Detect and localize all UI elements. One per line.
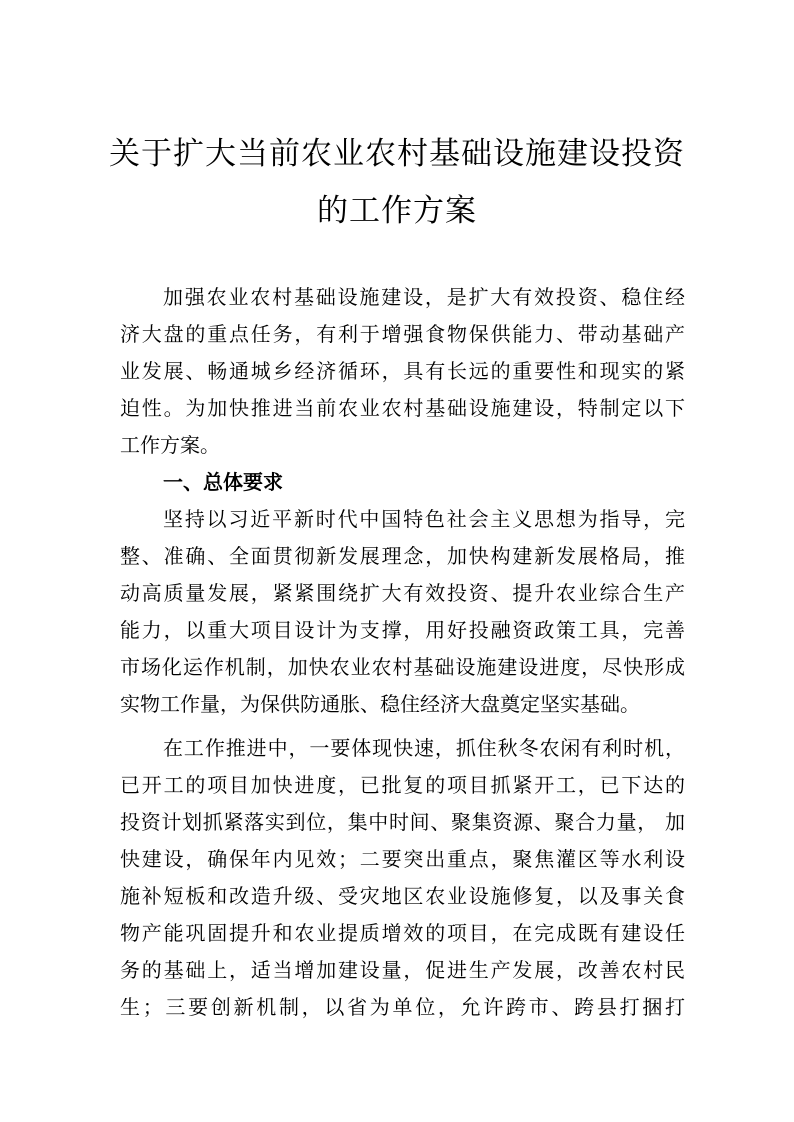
paragraph-2-line-5: 市场化运作机制，加快农业农村基础设施建设进度，尽快形成 — [120, 655, 685, 679]
paragraph-1-line-4: 迫性。为加快推进当前农业农村基础设施建设，特制定以下 — [120, 396, 685, 420]
paragraph-3-line-7: 务的基础上，适当增加建设量，促进生产发展，改善农村民 — [120, 958, 685, 982]
paragraph-3-line-5: 施补短板和改造升级、受灾地区农业设施修复，以及事关食 — [120, 884, 685, 908]
document-title-line-1: 关于扩大当前农业农村基础设施建设投资 — [109, 136, 685, 172]
paragraph-3-line-3: 投资计划抓紧落实到位，集中时间、聚集资源、聚合力量， 加 — [120, 810, 685, 834]
paragraph-2-line-3: 动高质量发展，紧紧围绕扩大有效投资、提升农业综合生产 — [120, 581, 685, 605]
document-title-line-2: 的工作方案 — [317, 193, 477, 229]
paragraph-1-line-2: 济大盘的重点任务，有利于增强食物保供能力、带动基础产 — [120, 322, 685, 346]
paragraph-2-line-2: 整、准确、全面贯彻新发展理念，加快构建新发展格局，推 — [120, 544, 685, 568]
paragraph-3-line-1: 在工作推进中，一要体现快速，抓住秋冬农闲有利时机， — [163, 736, 685, 760]
paragraph-2-line-6: 实物工作量，为保供防通胀、稳住经济大盘奠定坚实基础。 — [120, 692, 640, 716]
paragraph-1-line-5: 工作方案。 — [120, 433, 220, 457]
paragraph-2-line-4: 能力，以重大项目设计为支撑，用好投融资政策工具，完善 — [120, 618, 685, 642]
section-1-heading: 一、总体要求 — [163, 470, 283, 494]
paragraph-1-line-1: 加强农业农村基础设施建设，是扩大有效投资、稳住经 — [163, 285, 685, 309]
paragraph-1-line-3: 业发展、畅通城乡经济循环，具有长远的重要性和现实的紧 — [120, 359, 685, 383]
paragraph-3-line-6: 物产能巩固提升和农业提质增效的项目，在完成既有建设任 — [120, 921, 685, 945]
paragraph-2-line-1: 坚持以习近平新时代中国特色社会主义思想为指导，完 — [163, 507, 685, 531]
paragraph-3-line-4: 快建设，确保年内见效；二要突出重点，聚焦灌区等水利设 — [120, 847, 685, 871]
paragraph-3-line-8: 生；三要创新机制，以省为单位，允许跨市、跨县打捆打 — [120, 995, 685, 1019]
paragraph-3-line-2: 已开工的项目加快进度，已批复的项目抓紧开工，已下达的 — [120, 773, 685, 797]
